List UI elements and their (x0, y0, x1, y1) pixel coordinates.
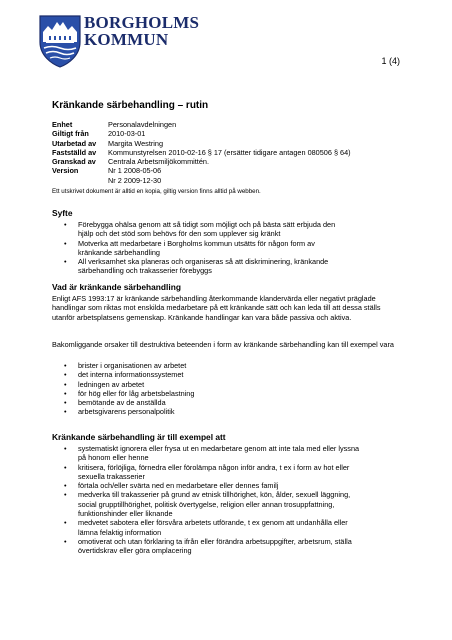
meta-value: Personalavdelningen (108, 120, 177, 129)
section-heading-syfte: Syfte (52, 208, 73, 218)
logo-text-line1: BORGHOLMS (84, 13, 200, 32)
list-item: • medvetet sabotera eller försvåra arbetets utförande, t ex genom att undanhålla eller lämna felaktig information (52, 518, 366, 537)
meta-row (52, 148, 351, 157)
meta-key (52, 176, 108, 185)
logo-text-line2: KOMMUN (84, 30, 169, 49)
meta-value: Nr 1 2008-05-06 (108, 166, 162, 176)
list-item: • systematiskt ignorera eller frysa ut en medarbetare genom att inte tala med eller lyssna på honom eller henne (52, 444, 366, 463)
document-title: Kränkande särbehandling – rutin (52, 100, 209, 111)
list-item: • ledningen av arbetet (52, 380, 342, 389)
list-item: • arbetsgivarens personalpolitik (52, 407, 342, 416)
copy-notice: Ett utskrivet dokument är alltid en kopia, giltig version finns alltid på webben. (52, 188, 261, 195)
list-item: • kritisera, förlöjliga, förnedra eller förolämpa någon inför andra, t ex i form av hot eller sexuella trakasserier (52, 463, 366, 482)
list-item: • Förebygga ohälsa genom att så tidigt som möjligt och på bästa sätt erbjuda den hjälp och det stöd som behövs för den som upplever sig kränkt (52, 220, 342, 239)
meta-key: Version (52, 166, 79, 176)
meta-value: 2010-03-01 (108, 129, 146, 139)
section-heading-vad: Vad är kränkande särbehandling (52, 282, 181, 292)
meta-value: Kommunstyrelsen 2010-02-16 § 17 (ersätter tidigare antagen 080506 § 64) (108, 147, 351, 157)
page-number: 1 (4) (381, 56, 400, 66)
meta-key: Giltigt från (52, 129, 89, 139)
list-item: • medverka till trakasserier på grund av etnisk tillhörighet, kön, ålder, sexuell läggning, social grupptillhörighet, politisk övertygelse, religion eller annan trosuppfattning, funktionshinder eller liknande (52, 490, 366, 518)
list-item: • Motverka att medarbetare i Borgholms kommun utsätts för någon form av kränkande särbehandling (52, 239, 342, 258)
list-item: • All verksamhet ska planeras och organiseras så att diskriminering, kränkande särbehandling och trakasserier förebyggs (52, 257, 342, 276)
meta-row (52, 166, 351, 175)
meta-row (52, 176, 351, 185)
definition-paragraph: Enligt AFS 1993:17 är kränkande särbehandling återkommande klandervärda eller negativt präglade handlingar som riktas mot enskilda medarbetare på ett kränkande sätt och kan leda till att dessa ställs utanför arbetsplatsens gemenskap. Kränkande handlingar kan vara både passiva och aktiva. (52, 294, 381, 322)
section-heading-exempel: Kränkande särbehandling är till exempel att (52, 432, 226, 442)
list-item: • omotiverat och utan förklaring ta ifrån eller förändra arbetsuppgifter, arbetsrum, ställa övertidskrav eller göra omplacering (52, 537, 366, 556)
meta-row (52, 129, 351, 138)
syfte-list (52, 220, 342, 276)
meta-value: Centrala Arbetsmiljökommittén. (108, 157, 209, 167)
list-item: • förtala och/eller svärta ned en medarbetare eller dennes familj (52, 481, 366, 490)
municipality-logo (38, 12, 200, 72)
causes-list (52, 361, 342, 417)
meta-value: Nr 2 2009-12-30 (108, 175, 162, 185)
list-item: • bemötande av de anställda (52, 398, 342, 407)
meta-key: Utarbetad av (52, 138, 97, 148)
meta-key: Fastställd av (52, 147, 97, 157)
list-item: • brister i organisationen av arbetet (52, 361, 342, 370)
meta-value: Margita Westring (108, 138, 164, 148)
logo-wordmark (84, 14, 199, 48)
causes-paragraph: Bakomliggande orsaker till destruktiva beteenden i form av kränkande särbehandling kan till exempel vara (52, 340, 394, 349)
document-metadata (52, 120, 351, 185)
coat-of-arms-icon (38, 12, 82, 68)
list-item: • det interna informationssystemet (52, 370, 342, 379)
meta-row (52, 139, 351, 148)
meta-key: Enhet (52, 120, 73, 129)
list-item: • för hög eller för låg arbetsbelastning (52, 389, 342, 398)
examples-list (52, 444, 366, 556)
meta-row (52, 120, 351, 129)
meta-row (52, 157, 351, 166)
meta-key: Granskad av (52, 157, 96, 167)
